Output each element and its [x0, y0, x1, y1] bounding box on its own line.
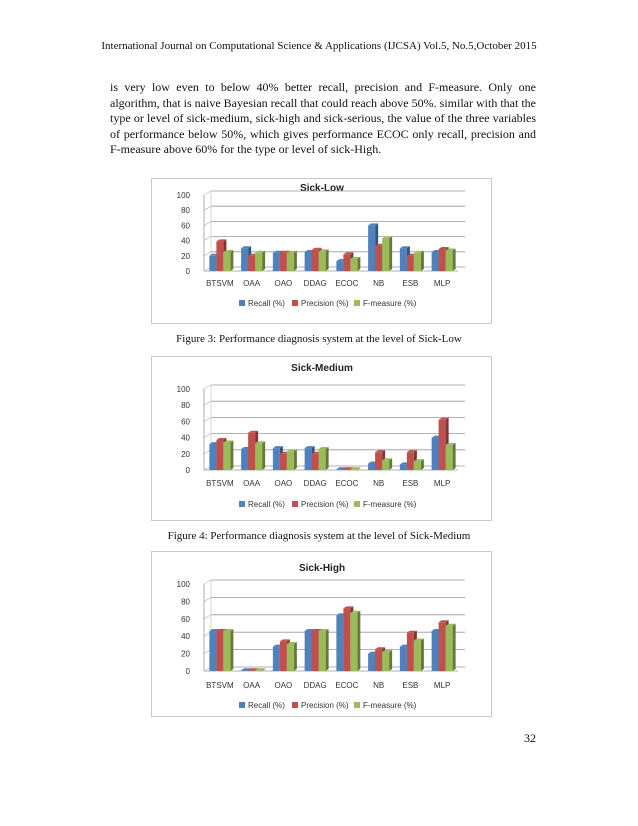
bar-sick-low-esb-s2: [414, 251, 424, 271]
legend-swatch: [239, 501, 245, 507]
grid-diag: [204, 221, 211, 225]
legend-label: Recall (%): [248, 299, 285, 308]
legend-label: Recall (%): [248, 500, 285, 509]
chart-title-sick-high: Sick-High: [298, 563, 346, 574]
x-tick-label: NB: [373, 681, 385, 690]
x-tick-label: NB: [373, 279, 385, 288]
y-tick-label: 20: [181, 649, 190, 659]
y-tick-label: 0: [185, 267, 190, 276]
bar-sick-low-ddag-s2: [319, 249, 329, 271]
bar-sick-high-oao-s2: [287, 642, 297, 671]
legend-label: Precision (%): [301, 299, 349, 308]
x-tick-label: ESB: [402, 479, 419, 488]
x-tick-label: BTSVM: [206, 279, 234, 288]
grid-diag: [204, 434, 211, 438]
legend-swatch: [292, 501, 298, 507]
x-tick-label: DDAG: [303, 681, 327, 690]
y-tick-label: 40: [181, 236, 190, 246]
journal-header: International Journal on Computational Science & Applications (IJCSA) Vol.5, No.5,October 2015: [101, 40, 537, 52]
legend-swatch: [292, 300, 298, 306]
bar-sick-high-ddag-s2: [319, 629, 329, 671]
bar-sick-medium-btsvm-s2: [223, 440, 233, 470]
bar-sick-low-ecoc-s2: [350, 257, 360, 271]
legend-swatch: [354, 300, 360, 306]
x-tick-label: DDAG: [303, 479, 327, 488]
figure-4-caption: Figure 4: Performance diagnosis system at the level of Sick-Medium: [167, 530, 471, 542]
x-tick-label: ESB: [402, 681, 419, 690]
bar-sick-low-mlp-s2: [446, 248, 456, 271]
bar-sick-low-oaa-s2: [255, 251, 265, 271]
legend-swatch: [239, 702, 245, 708]
bar-sick-medium-oao-s2: [287, 449, 297, 470]
bar-sick-medium-esb-s2: [414, 459, 424, 470]
x-tick-label: ECOC: [335, 479, 359, 488]
grid-diag: [204, 206, 211, 210]
legend-swatch: [354, 702, 360, 708]
figure-sick-medium: [151, 356, 492, 521]
x-tick-label: MLP: [433, 479, 451, 488]
figure-3-caption: Figure 3: Performance diagnosis system at the level of Sick-Low: [176, 333, 462, 345]
bar-sick-high-mlp-s2: [446, 624, 456, 671]
grid-diag: [204, 237, 211, 241]
chart-sick-low: [152, 179, 491, 323]
y-tick-label: 80: [181, 206, 190, 216]
y-tick-label: 60: [181, 417, 190, 427]
legend-label: Precision (%): [301, 500, 349, 509]
y-tick-label: 40: [181, 632, 190, 642]
chart-sick-medium: [152, 357, 491, 520]
legend-label: F-measure (%): [363, 299, 417, 308]
x-tick-label: OAA: [243, 681, 261, 690]
x-tick-label: MLP: [433, 279, 451, 288]
figure-sick-high: [151, 551, 492, 717]
bar-sick-high-esb-s2: [414, 639, 424, 671]
y-tick-label: 20: [181, 251, 190, 261]
grid-diag: [204, 417, 211, 421]
grid-diag: [204, 615, 211, 619]
bar-sick-medium-oaa-s2: [255, 441, 265, 470]
page-number: 32: [524, 731, 536, 745]
x-tick-label: ECOC: [335, 279, 359, 288]
y-tick-label: 20: [181, 449, 190, 459]
legend-label: Recall (%): [248, 701, 285, 710]
grid-diag: [204, 385, 211, 389]
bar-sick-medium-nb-s2: [382, 458, 392, 470]
x-tick-label: OAO: [274, 479, 293, 488]
grid-diag: [204, 191, 211, 195]
body-paragraph: is very low even to below 40% better recall, precision and F-measure. Only one algorithm, that is naive Bayesian recall that could reach above 50%. similar with that the type or level of sick-medium, sick-high and sick-serious, the value of the three variables of performance below 50%, which gives performance ECOC only recall, precision and F-measure above 60% for the type or level of sick-High.: [110, 80, 536, 156]
x-tick-label: ESB: [402, 279, 419, 288]
x-tick-label: ECOC: [335, 681, 359, 690]
legend-swatch: [354, 501, 360, 507]
bar-sick-low-oao-s2: [287, 251, 297, 271]
x-tick-label: NB: [373, 479, 385, 488]
legend-label: Precision (%): [301, 701, 349, 710]
chart-sick-high: [152, 552, 491, 716]
legend-label: F-measure (%): [363, 701, 417, 710]
x-tick-label: OAO: [274, 681, 293, 690]
y-tick-label: 40: [181, 433, 190, 443]
bar-sick-medium-ddag-s2: [319, 447, 329, 470]
x-tick-label: BTSVM: [206, 479, 234, 488]
y-tick-label: 60: [181, 221, 190, 231]
chart-title-sick-low: Sick-Low: [300, 183, 344, 194]
bar-sick-low-btsvm-s2: [223, 250, 233, 271]
grid-diag: [204, 597, 211, 601]
grid-diag: [204, 580, 211, 584]
y-tick-label: 100: [176, 191, 190, 200]
x-tick-label: OAO: [274, 279, 293, 288]
legend-label: F-measure (%): [363, 500, 417, 509]
x-tick-label: OAA: [243, 279, 261, 288]
bar-sick-medium-mlp-s2: [446, 443, 456, 470]
bar-sick-high-ecoc-s2: [350, 611, 360, 671]
figure-sick-low: [151, 178, 492, 324]
legend-swatch: [292, 702, 298, 708]
y-tick-label: 60: [181, 614, 190, 624]
grid-diag: [204, 252, 211, 256]
x-tick-label: BTSVM: [206, 681, 234, 690]
x-tick-label: MLP: [433, 681, 451, 690]
x-tick-label: DDAG: [303, 279, 327, 288]
y-tick-label: 100: [176, 580, 190, 589]
chart-title-sick-medium: Sick-Medium: [291, 363, 353, 374]
grid-diag: [204, 401, 211, 405]
bar-sick-high-btsvm-s2: [223, 629, 233, 671]
bar-sick-low-nb-s2: [382, 236, 392, 271]
y-tick-label: 100: [176, 385, 190, 394]
bar-sick-high-nb-s2: [382, 650, 392, 671]
y-tick-label: 80: [181, 401, 190, 411]
x-tick-label: OAA: [243, 479, 261, 488]
y-tick-label: 80: [181, 597, 190, 607]
legend-swatch: [239, 300, 245, 306]
y-tick-label: 0: [185, 466, 190, 475]
y-tick-label: 0: [185, 667, 190, 676]
